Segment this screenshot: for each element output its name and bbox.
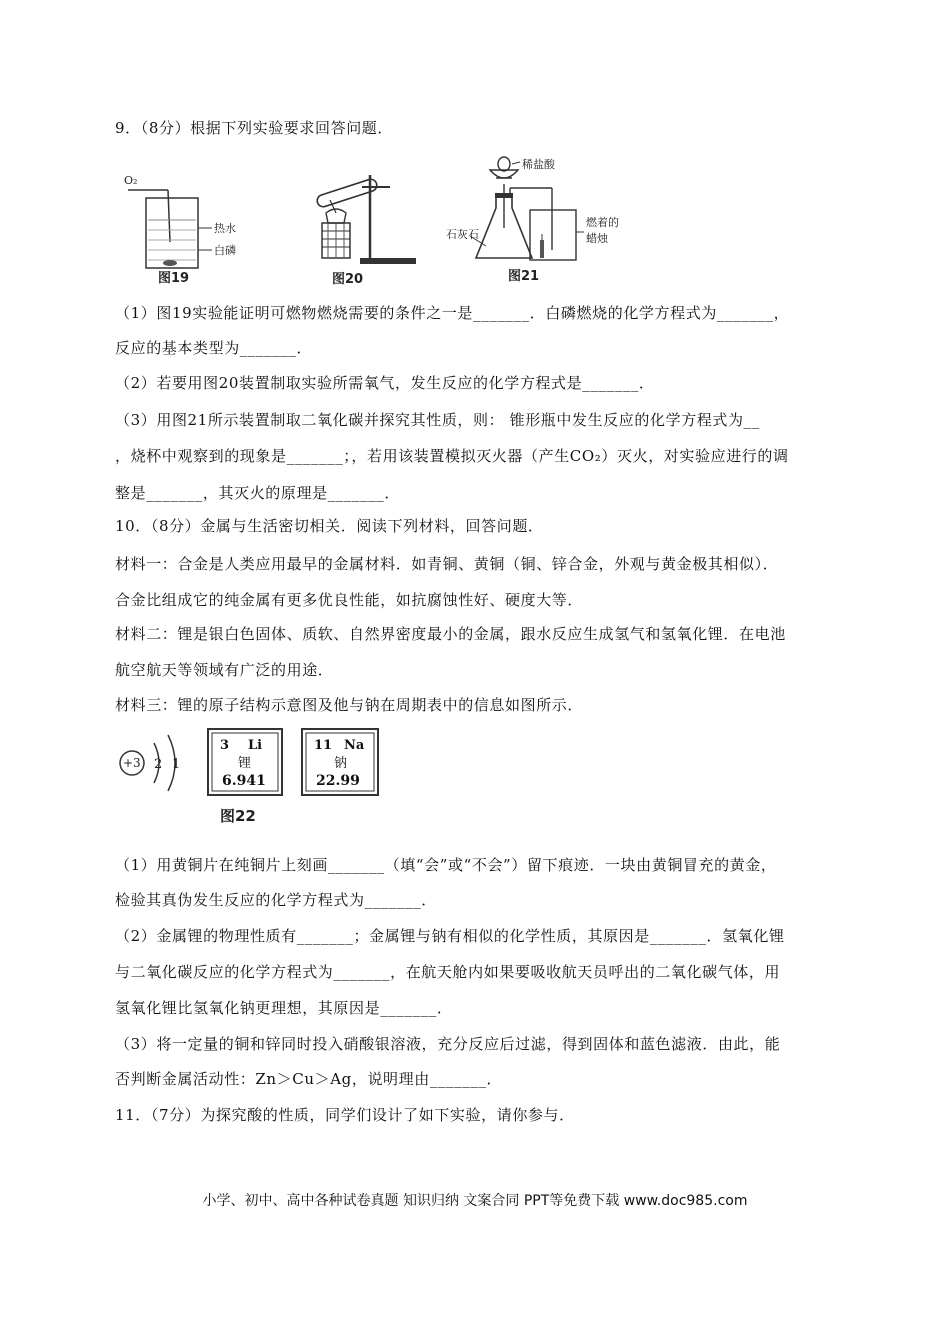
- figure-19: [118, 170, 278, 285]
- q10-line-3: （2）金属锂的物理性质有_______；金属锂与钠有相似的化学性质，其原因是_______．氢氧化锂: [115, 927, 785, 945]
- q10-line-4: 与二氧化碳反应的化学方程式为_______，在航天舱内如果要吸收航天员呼出的二氧化碳气体，用: [115, 963, 781, 981]
- figure-21: [446, 150, 646, 286]
- atom-shell-1: 2: [154, 757, 163, 772]
- q10-material-1b: 合金比组成它的纯金属有更多优良性能，如抗腐蚀性好、硬度大等．: [115, 591, 584, 609]
- na-mass: 22.99: [316, 773, 360, 789]
- figure-20: [300, 165, 420, 287]
- q9-line-3: （2）若要用图20装置制取实验所需氧气，发生反应的化学方程式是_______．: [115, 374, 655, 392]
- q9-line-6: 整是_______，其灭火的原理是_______．: [115, 484, 401, 502]
- fig22-caption: 图22: [220, 807, 256, 825]
- fig19-label-hot-water: 热水: [214, 222, 236, 235]
- li-mass: 6.941: [222, 773, 266, 789]
- q10-line-6: （3）将一定量的铜和锌同时投入硝酸银溶液，充分反应后过滤，得到固体和蓝色滤液．由此，能: [115, 1035, 781, 1053]
- li-number: 3: [220, 738, 230, 753]
- page-footer: 小学、初中、高中各种试卷真题 知识归纳 文案合同 PPT等免费下载 www.doc985.com: [202, 1193, 748, 1209]
- q10-stem: 10．（8分）金属与生活密切相关．阅读下列材料，回答问题．: [115, 517, 544, 535]
- fig21-label-dilute-hcl: 稀盐酸: [522, 158, 555, 171]
- fig20-caption: 图20: [332, 272, 364, 287]
- q10-line-7: 否判断金属活动性：Zn＞Cu＞Ag，说明理由_______．: [115, 1070, 503, 1088]
- li-name: 锂: [238, 756, 252, 771]
- q9-line-4: （3）用图21所示装置制取二氧化碳并探究其性质，则： 锥形瓶中发生反应的化学方程式为__: [115, 411, 760, 429]
- figure-22: [112, 725, 392, 830]
- atom-shell-2: 1: [172, 757, 181, 772]
- fig19-label-o2: O₂: [124, 174, 138, 187]
- fig21-label-limestone: 石灰石: [446, 228, 479, 241]
- li-symbol: Li: [248, 738, 263, 753]
- q10-material-1a: 材料一：合金是人类应用最早的金属材料．如青铜、黄铜（铜、锌合金，外观与黄金极其相似）．: [115, 555, 779, 573]
- fig19-label-white-phosphorus: 白磷: [214, 244, 236, 257]
- q9-stem: 9．（8分）根据下列实验要求回答问题．: [115, 119, 393, 137]
- fig21-label-burning: 燃着的: [586, 216, 619, 229]
- q10-material-3: 材料三：锂的原子结构示意图及他与钠在周期表中的信息如图所示．: [115, 696, 584, 714]
- q10-material-2b: 航空航天等领域有广泛的用途．: [115, 661, 334, 679]
- element-box-sodium: [302, 729, 378, 795]
- atom-nucleus-charge: +3: [123, 756, 141, 770]
- fig19-caption: 图19: [158, 271, 190, 285]
- q9-line-2: 反应的基本类型为_______．: [115, 339, 313, 357]
- q10-line-1: （1）用黄铜片在纯铜片上刻画_______（填“会”或“不会”）留下痕迹．一块由黄铜冒充的黄金，: [115, 856, 777, 874]
- na-name: 钠: [334, 756, 348, 771]
- element-box-lithium: [208, 729, 282, 795]
- q11-stem: 11．（7分）为探究酸的性质，同学们设计了如下实验，请你参与．: [115, 1106, 575, 1124]
- fig21-caption: 图21: [508, 269, 540, 284]
- q10-material-2a: 材料二：锂是银白色固体、质软、自然界密度最小的金属，跟水反应生成氢气和氢氧化锂．在电池: [115, 625, 786, 643]
- q9-line-5: ，烧杯中观察到的现象是_______；，若用该装置模拟灭火器（产生CO₂）灭火，对实验应进行的调: [115, 447, 789, 465]
- na-number: 11: [314, 738, 333, 753]
- q10-line-2: 检验其真伪发生反应的化学方程式为_______．: [115, 891, 437, 909]
- q10-line-5: 氢氧化锂比氢氧化钠更理想，其原因是_______．: [115, 999, 453, 1017]
- na-symbol: Na: [344, 738, 365, 753]
- fig21-label-candle: 蜡烛: [586, 232, 608, 245]
- q9-line-1: （1）图19实验能证明可燃物燃烧需要的条件之一是_______．白磷燃烧的化学方程式为_______，: [115, 304, 790, 322]
